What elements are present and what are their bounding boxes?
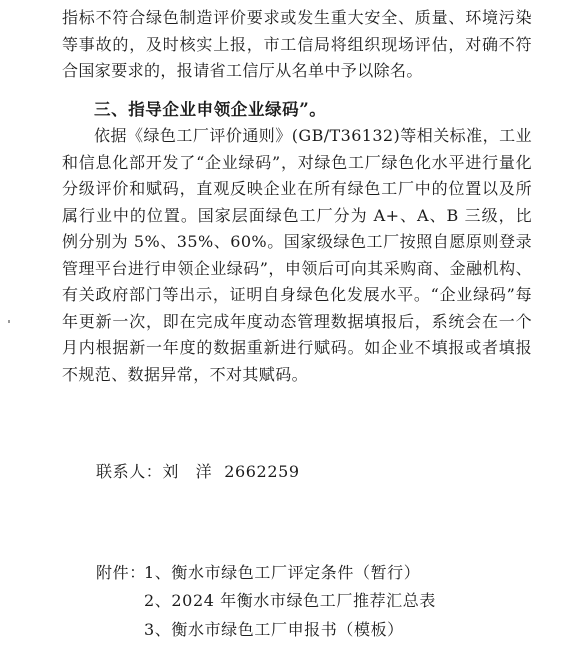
contact-line (96, 459, 300, 482)
scan-margin-mark (8, 320, 10, 323)
paragraph-green-code: 依据《绿色工厂评价通则》(GB/T36132)等相关标准，工业和信息化部开发了“企业绿码”，对绿色工厂绿色化水平进行量化分级评价和赋码，直观反映企业在所有绿色工厂中的位置以及所属行业中的位置。国家层面绿色工厂分为 A+、A、B 三级，比例分别为 5%、35%、60%。国家级绿色工厂按照自愿原则登录管理平台进行申领企业绿码”，申领后可向其采购商、金融机构、有关政府部门等出示，证明自身绿色化发展水平。“企业绿码”每年更新一次，即在完成年度动态管理数据填报后，系统会在一个月内根据新一年度的数据重新进行赋码。如企业不填报或者填报不规范、数据异常，不对其赋码。 (62, 126, 532, 384)
paragraph-delisting: 指标不符合绿色制造评价要求或发生重大安全、质量、环境污染等事故的，及时核实上报，市工信局将组织现场评估，对确不符合国家要求的，报请省工信厅从名单中予以除名。 (62, 8, 532, 80)
section-heading-green-code: 三、指导企业申领企业绿码”。 (94, 100, 327, 119)
attachment-item: 1、衡水市绿色工厂评定条件（暂行） (144, 563, 421, 582)
attachment-item: 2、2024 年衡水市绿色工厂推荐汇总表 (144, 591, 436, 610)
contact-label: 联系人： (96, 462, 163, 481)
attachments-label: 附件： (96, 563, 146, 582)
contact-phone: 2662259 (224, 462, 300, 481)
contact-name: 刘 洋 (162, 462, 213, 481)
attachment-item: 3、衡水市绿色工厂申报书（模板） (144, 620, 404, 639)
